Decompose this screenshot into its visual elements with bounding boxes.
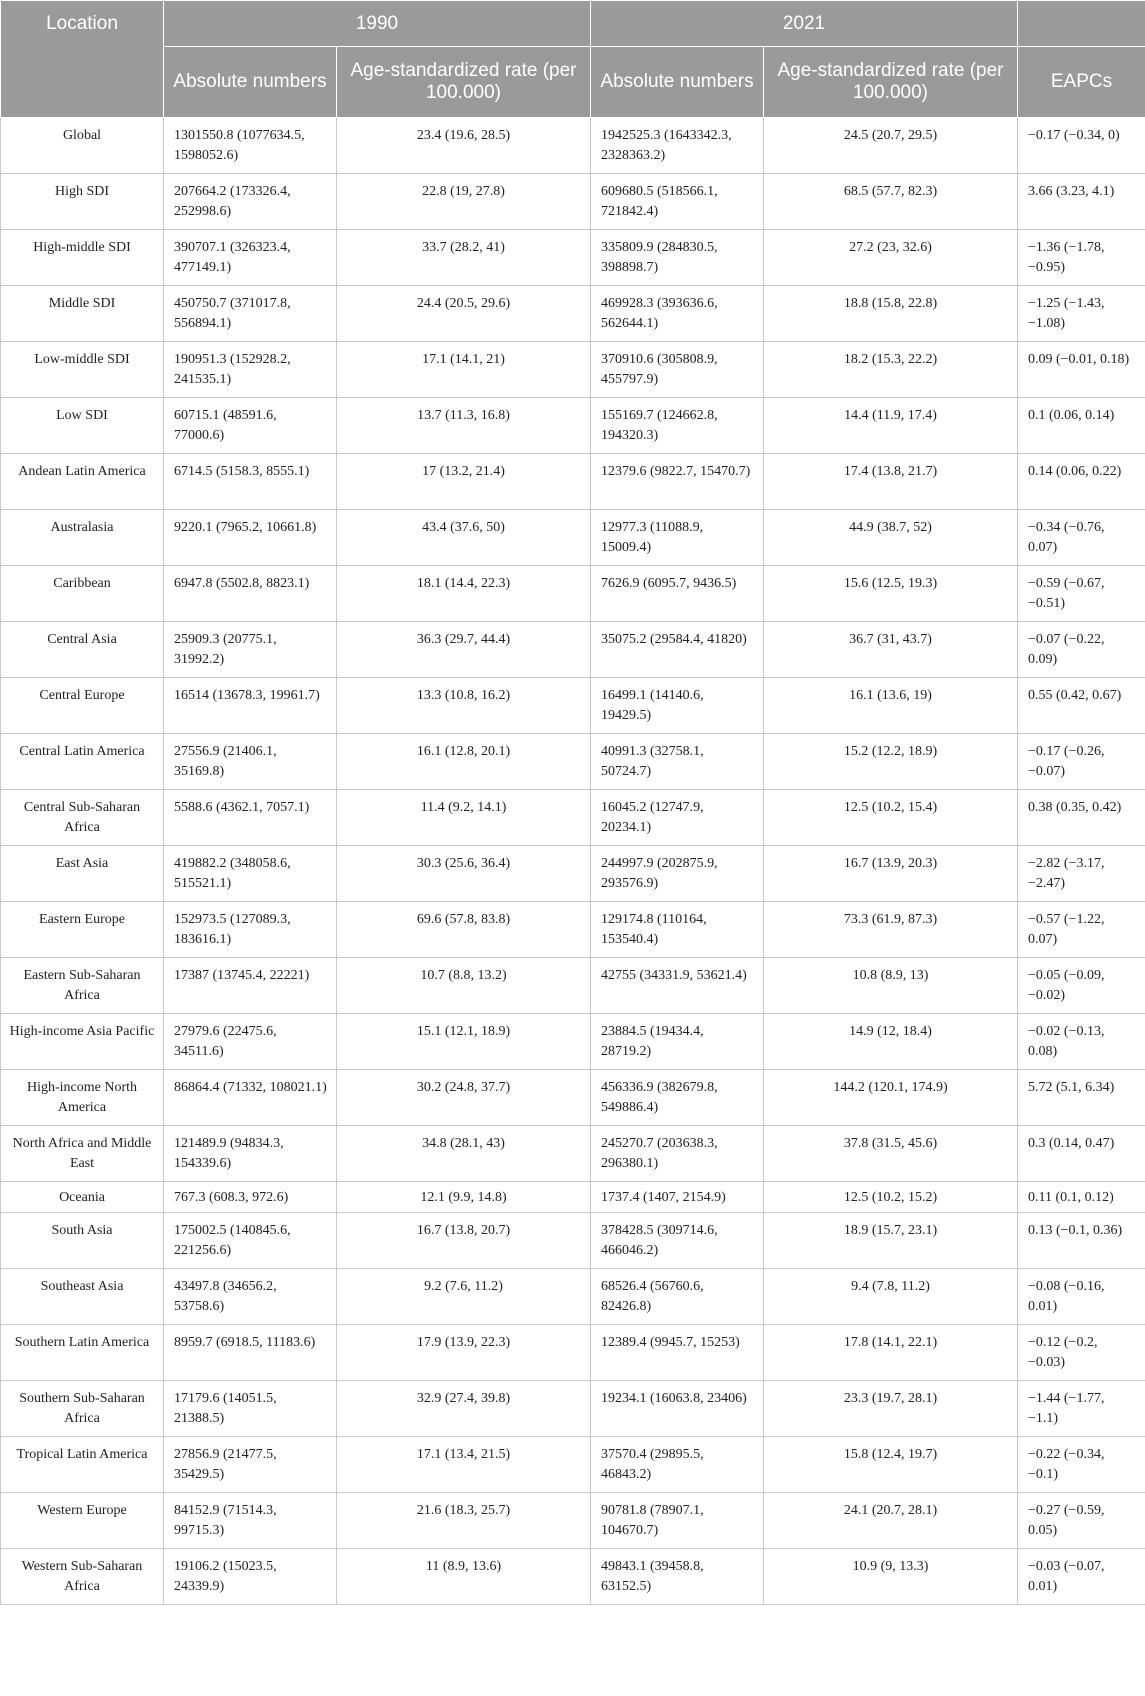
table-row [1, 790, 1145, 846]
cell-location: High-income Asia Pacific [1, 1014, 164, 1070]
cell-eapc: −0.12 (−0.2, −0.03) [1018, 1325, 1145, 1381]
cell-location: Eastern Europe [1, 902, 164, 958]
cell-absolute-2021: 469928.3 (393636.6, 562644.1) [591, 286, 764, 342]
cell-asr-1990: 16.7 (13.8, 20.7) [337, 1213, 591, 1269]
cell-eapc: −0.08 (−0.16, 0.01) [1018, 1269, 1145, 1325]
cell-location: Central Latin America [1, 734, 164, 790]
cell-eapc: −0.57 (−1.22, 0.07) [1018, 902, 1145, 958]
cell-asr-2021: 10.9 (9, 13.3) [764, 1549, 1018, 1605]
header-asr-1990: Age-standardized rate (per 100.000) [337, 47, 591, 118]
cell-absolute-1990: 152973.5 (127089.3, 183616.1) [164, 902, 337, 958]
cell-eapc: −0.05 (−0.09, −0.02) [1018, 958, 1145, 1014]
header-asr-2021: Age-standardized rate (per 100.000) [764, 47, 1018, 118]
cell-location: North Africa and Middle East [1, 1126, 164, 1182]
cell-absolute-1990: 27556.9 (21406.1, 35169.8) [164, 734, 337, 790]
table-row [1, 1381, 1145, 1437]
cell-absolute-1990: 175002.5 (140845.6, 221256.6) [164, 1213, 337, 1269]
cell-asr-2021: 37.8 (31.5, 45.6) [764, 1126, 1018, 1182]
table-row [1, 622, 1145, 678]
cell-absolute-2021: 370910.6 (305808.9, 455797.9) [591, 342, 764, 398]
cell-asr-1990: 15.1 (12.1, 18.9) [337, 1014, 591, 1070]
cell-location: Oceania [1, 1182, 164, 1213]
cell-location: Central Sub-Saharan Africa [1, 790, 164, 846]
cell-asr-1990: 9.2 (7.6, 11.2) [337, 1269, 591, 1325]
cell-asr-1990: 13.3 (10.8, 16.2) [337, 678, 591, 734]
cell-absolute-2021: 245270.7 (203638.3, 296380.1) [591, 1126, 764, 1182]
cell-absolute-2021: 1942525.3 (1643342.3, 2328363.2) [591, 118, 764, 174]
cell-absolute-2021: 16499.1 (14140.6, 19429.5) [591, 678, 764, 734]
cell-eapc: −2.82 (−3.17, −2.47) [1018, 846, 1145, 902]
cell-absolute-1990: 16514 (13678.3, 19961.7) [164, 678, 337, 734]
cell-asr-1990: 12.1 (9.9, 14.8) [337, 1182, 591, 1213]
cell-asr-2021: 16.1 (13.6, 19) [764, 678, 1018, 734]
table-row [1, 342, 1145, 398]
cell-asr-2021: 17.4 (13.8, 21.7) [764, 454, 1018, 510]
cell-location: Western Sub-Saharan Africa [1, 1549, 164, 1605]
cell-absolute-2021: 335809.9 (284830.5, 398898.7) [591, 230, 764, 286]
cell-asr-1990: 43.4 (37.6, 50) [337, 510, 591, 566]
cell-asr-2021: 15.8 (12.4, 19.7) [764, 1437, 1018, 1493]
cell-location: High-middle SDI [1, 230, 164, 286]
cell-absolute-2021: 155169.7 (124662.8, 194320.3) [591, 398, 764, 454]
table-row [1, 1493, 1145, 1549]
cell-eapc: 0.38 (0.35, 0.42) [1018, 790, 1145, 846]
cell-absolute-1990: 8959.7 (6918.5, 11183.6) [164, 1325, 337, 1381]
cell-asr-1990: 24.4 (20.5, 29.6) [337, 286, 591, 342]
cell-eapc: 3.66 (3.23, 4.1) [1018, 174, 1145, 230]
cell-absolute-1990: 27979.6 (22475.6, 34511.6) [164, 1014, 337, 1070]
cell-location: Caribbean [1, 566, 164, 622]
cell-absolute-2021: 12977.3 (11088.9, 15009.4) [591, 510, 764, 566]
cell-eapc: 0.11 (0.1, 0.12) [1018, 1182, 1145, 1213]
table-row [1, 1437, 1145, 1493]
header-eapc: EAPCs [1018, 47, 1145, 118]
cell-absolute-2021: 37570.4 (29895.5, 46843.2) [591, 1437, 764, 1493]
cell-location: Southern Sub-Saharan Africa [1, 1381, 164, 1437]
cell-absolute-2021: 42755 (34331.9, 53621.4) [591, 958, 764, 1014]
cell-location: Low SDI [1, 398, 164, 454]
cell-asr-2021: 36.7 (31, 43.7) [764, 622, 1018, 678]
cell-asr-2021: 18.2 (15.3, 22.2) [764, 342, 1018, 398]
cell-asr-1990: 17.1 (13.4, 21.5) [337, 1437, 591, 1493]
cell-asr-2021: 9.4 (7.8, 11.2) [764, 1269, 1018, 1325]
table-row [1, 398, 1145, 454]
cell-location: Central Asia [1, 622, 164, 678]
cell-absolute-2021: 7626.9 (6095.7, 9436.5) [591, 566, 764, 622]
table-row [1, 1213, 1145, 1269]
cell-absolute-2021: 129174.8 (110164, 153540.4) [591, 902, 764, 958]
cell-absolute-1990: 207664.2 (173326.4, 252998.6) [164, 174, 337, 230]
cell-asr-2021: 10.8 (8.9, 13) [764, 958, 1018, 1014]
cell-asr-1990: 33.7 (28.2, 41) [337, 230, 591, 286]
table-row [1, 1269, 1145, 1325]
cell-eapc: −0.34 (−0.76, 0.07) [1018, 510, 1145, 566]
cell-asr-1990: 16.1 (12.8, 20.1) [337, 734, 591, 790]
cell-absolute-2021: 12389.4 (9945.7, 15253) [591, 1325, 764, 1381]
table-header [1, 1, 1145, 118]
cell-location: Tropical Latin America [1, 1437, 164, 1493]
cell-eapc: −1.44 (−1.77, −1.1) [1018, 1381, 1145, 1437]
cell-absolute-2021: 12379.6 (9822.7, 15470.7) [591, 454, 764, 510]
cell-location: South Asia [1, 1213, 164, 1269]
table-row [1, 678, 1145, 734]
cell-asr-2021: 18.9 (15.7, 23.1) [764, 1213, 1018, 1269]
table-row [1, 1182, 1145, 1213]
cell-absolute-1990: 190951.3 (152928.2, 241535.1) [164, 342, 337, 398]
table-row [1, 454, 1145, 510]
cell-asr-2021: 73.3 (61.9, 87.3) [764, 902, 1018, 958]
cell-eapc: −1.25 (−1.43, −1.08) [1018, 286, 1145, 342]
cell-absolute-1990: 1301550.8 (1077634.5, 1598052.6) [164, 118, 337, 174]
cell-asr-2021: 68.5 (57.7, 82.3) [764, 174, 1018, 230]
cell-absolute-2021: 35075.2 (29584.4, 41820) [591, 622, 764, 678]
cell-absolute-2021: 16045.2 (12747.9, 20234.1) [591, 790, 764, 846]
cell-eapc: −0.02 (−0.13, 0.08) [1018, 1014, 1145, 1070]
cell-asr-1990: 17 (13.2, 21.4) [337, 454, 591, 510]
cell-absolute-1990: 19106.2 (15023.5, 24339.9) [164, 1549, 337, 1605]
cell-absolute-1990: 9220.1 (7965.2, 10661.8) [164, 510, 337, 566]
cell-asr-2021: 17.8 (14.1, 22.1) [764, 1325, 1018, 1381]
cell-absolute-1990: 43497.8 (34656.2, 53758.6) [164, 1269, 337, 1325]
cell-location: Western Europe [1, 1493, 164, 1549]
cell-absolute-2021: 90781.8 (78907.1, 104670.7) [591, 1493, 764, 1549]
cell-asr-2021: 44.9 (38.7, 52) [764, 510, 1018, 566]
cell-eapc: −0.59 (−0.67, −0.51) [1018, 566, 1145, 622]
cell-absolute-1990: 60715.1 (48591.6, 77000.6) [164, 398, 337, 454]
cell-absolute-1990: 86864.4 (71332, 108021.1) [164, 1070, 337, 1126]
table-row [1, 174, 1145, 230]
cell-location: Andean Latin America [1, 454, 164, 510]
table-row [1, 958, 1145, 1014]
cell-asr-2021: 23.3 (19.7, 28.1) [764, 1381, 1018, 1437]
cell-absolute-1990: 84152.9 (71514.3, 99715.3) [164, 1493, 337, 1549]
cell-eapc: −0.07 (−0.22, 0.09) [1018, 622, 1145, 678]
cell-location: Middle SDI [1, 286, 164, 342]
header-location: Location [1, 1, 164, 118]
table-row [1, 734, 1145, 790]
cell-location: Eastern Sub-Saharan Africa [1, 958, 164, 1014]
table-body [1, 118, 1145, 1605]
cell-asr-2021: 12.5 (10.2, 15.2) [764, 1182, 1018, 1213]
cell-absolute-1990: 17179.6 (14051.5, 21388.5) [164, 1381, 337, 1437]
cell-asr-2021: 15.6 (12.5, 19.3) [764, 566, 1018, 622]
cell-location: Southeast Asia [1, 1269, 164, 1325]
cell-eapc: 0.3 (0.14, 0.47) [1018, 1126, 1145, 1182]
cell-eapc: −0.17 (−0.26, −0.07) [1018, 734, 1145, 790]
cell-eapc: 0.1 (0.06, 0.14) [1018, 398, 1145, 454]
header-blank [1018, 1, 1145, 47]
cell-asr-2021: 12.5 (10.2, 15.4) [764, 790, 1018, 846]
table-row [1, 902, 1145, 958]
table-row [1, 286, 1145, 342]
table-row [1, 1325, 1145, 1381]
table-row [1, 1126, 1145, 1182]
table-row [1, 118, 1145, 174]
cell-asr-2021: 27.2 (23, 32.6) [764, 230, 1018, 286]
cell-absolute-2021: 68526.4 (56760.6, 82426.8) [591, 1269, 764, 1325]
cell-asr-2021: 15.2 (12.2, 18.9) [764, 734, 1018, 790]
cell-asr-1990: 22.8 (19, 27.8) [337, 174, 591, 230]
cell-asr-1990: 69.6 (57.8, 83.8) [337, 902, 591, 958]
cell-asr-2021: 16.7 (13.9, 20.3) [764, 846, 1018, 902]
cell-asr-1990: 18.1 (14.4, 22.3) [337, 566, 591, 622]
table-row [1, 1549, 1145, 1605]
cell-eapc: −0.17 (−0.34, 0) [1018, 118, 1145, 174]
cell-eapc: −0.22 (−0.34, −0.1) [1018, 1437, 1145, 1493]
cell-asr-1990: 11 (8.9, 13.6) [337, 1549, 591, 1605]
cell-absolute-2021: 456336.9 (382679.8, 549886.4) [591, 1070, 764, 1126]
cell-absolute-1990: 419882.2 (348058.6, 515521.1) [164, 846, 337, 902]
header-absolute-2021: Absolute numbers [591, 47, 764, 118]
table-row [1, 846, 1145, 902]
cell-asr-1990: 17.9 (13.9, 22.3) [337, 1325, 591, 1381]
cell-asr-1990: 34.8 (28.1, 43) [337, 1126, 591, 1182]
table-row [1, 1014, 1145, 1070]
cell-eapc: 5.72 (5.1, 6.34) [1018, 1070, 1145, 1126]
cell-eapc: 0.14 (0.06, 0.22) [1018, 454, 1145, 510]
cell-location: East Asia [1, 846, 164, 902]
cell-location: High SDI [1, 174, 164, 230]
cell-location: Australasia [1, 510, 164, 566]
table-row [1, 510, 1145, 566]
cell-absolute-1990: 6714.5 (5158.3, 8555.1) [164, 454, 337, 510]
cell-location: Global [1, 118, 164, 174]
cell-absolute-1990: 25909.3 (20775.1, 31992.2) [164, 622, 337, 678]
cell-absolute-1990: 390707.1 (326323.4, 477149.1) [164, 230, 337, 286]
cell-absolute-2021: 23884.5 (19434.4, 28719.2) [591, 1014, 764, 1070]
cell-asr-2021: 144.2 (120.1, 174.9) [764, 1070, 1018, 1126]
cell-absolute-1990: 767.3 (608.3, 972.6) [164, 1182, 337, 1213]
cell-asr-1990: 11.4 (9.2, 14.1) [337, 790, 591, 846]
cell-location: Low-middle SDI [1, 342, 164, 398]
cell-asr-1990: 30.2 (24.8, 37.7) [337, 1070, 591, 1126]
cell-asr-2021: 14.4 (11.9, 17.4) [764, 398, 1018, 454]
table-row [1, 566, 1145, 622]
cell-absolute-1990: 121489.9 (94834.3, 154339.6) [164, 1126, 337, 1182]
table-row [1, 230, 1145, 286]
cell-absolute-2021: 244997.9 (202875.9, 293576.9) [591, 846, 764, 902]
cell-location: Southern Latin America [1, 1325, 164, 1381]
cell-eapc: 0.13 (−0.1, 0.36) [1018, 1213, 1145, 1269]
cell-absolute-2021: 49843.1 (39458.8, 63152.5) [591, 1549, 764, 1605]
table-row [1, 1070, 1145, 1126]
cell-asr-1990: 36.3 (29.7, 44.4) [337, 622, 591, 678]
cell-absolute-1990: 6947.8 (5502.8, 8823.1) [164, 566, 337, 622]
cell-absolute-2021: 609680.5 (518566.1, 721842.4) [591, 174, 764, 230]
cell-absolute-2021: 1737.4 (1407, 2154.9) [591, 1182, 764, 1213]
cell-asr-2021: 24.5 (20.7, 29.5) [764, 118, 1018, 174]
cell-asr-1990: 13.7 (11.3, 16.8) [337, 398, 591, 454]
cell-asr-1990: 21.6 (18.3, 25.7) [337, 1493, 591, 1549]
cell-asr-1990: 30.3 (25.6, 36.4) [337, 846, 591, 902]
cell-absolute-1990: 27856.9 (21477.5, 35429.5) [164, 1437, 337, 1493]
cell-eapc: 0.09 (−0.01, 0.18) [1018, 342, 1145, 398]
cell-asr-1990: 23.4 (19.6, 28.5) [337, 118, 591, 174]
header-year-2021: 2021 [591, 1, 1018, 47]
cell-asr-2021: 18.8 (15.8, 22.8) [764, 286, 1018, 342]
cell-eapc: 0.55 (0.42, 0.67) [1018, 678, 1145, 734]
cell-absolute-2021: 19234.1 (16063.8, 23406) [591, 1381, 764, 1437]
cell-location: Central Europe [1, 678, 164, 734]
cell-asr-1990: 17.1 (14.1, 21) [337, 342, 591, 398]
cell-absolute-2021: 378428.5 (309714.6, 466046.2) [591, 1213, 764, 1269]
cell-eapc: −0.27 (−0.59, 0.05) [1018, 1493, 1145, 1549]
cell-eapc: −0.03 (−0.07, 0.01) [1018, 1549, 1145, 1605]
cell-asr-1990: 10.7 (8.8, 13.2) [337, 958, 591, 1014]
cell-asr-1990: 32.9 (27.4, 39.8) [337, 1381, 591, 1437]
cell-absolute-1990: 450750.7 (371017.8, 556894.1) [164, 286, 337, 342]
cell-asr-2021: 14.9 (12, 18.4) [764, 1014, 1018, 1070]
cell-eapc: −1.36 (−1.78, −0.95) [1018, 230, 1145, 286]
cell-absolute-2021: 40991.3 (32758.1, 50724.7) [591, 734, 764, 790]
cell-absolute-1990: 5588.6 (4362.1, 7057.1) [164, 790, 337, 846]
header-absolute-1990: Absolute numbers [164, 47, 337, 118]
cell-asr-2021: 24.1 (20.7, 28.1) [764, 1493, 1018, 1549]
cell-location: High-income North America [1, 1070, 164, 1126]
cell-absolute-1990: 17387 (13745.4, 22221) [164, 958, 337, 1014]
header-year-1990: 1990 [164, 1, 591, 47]
